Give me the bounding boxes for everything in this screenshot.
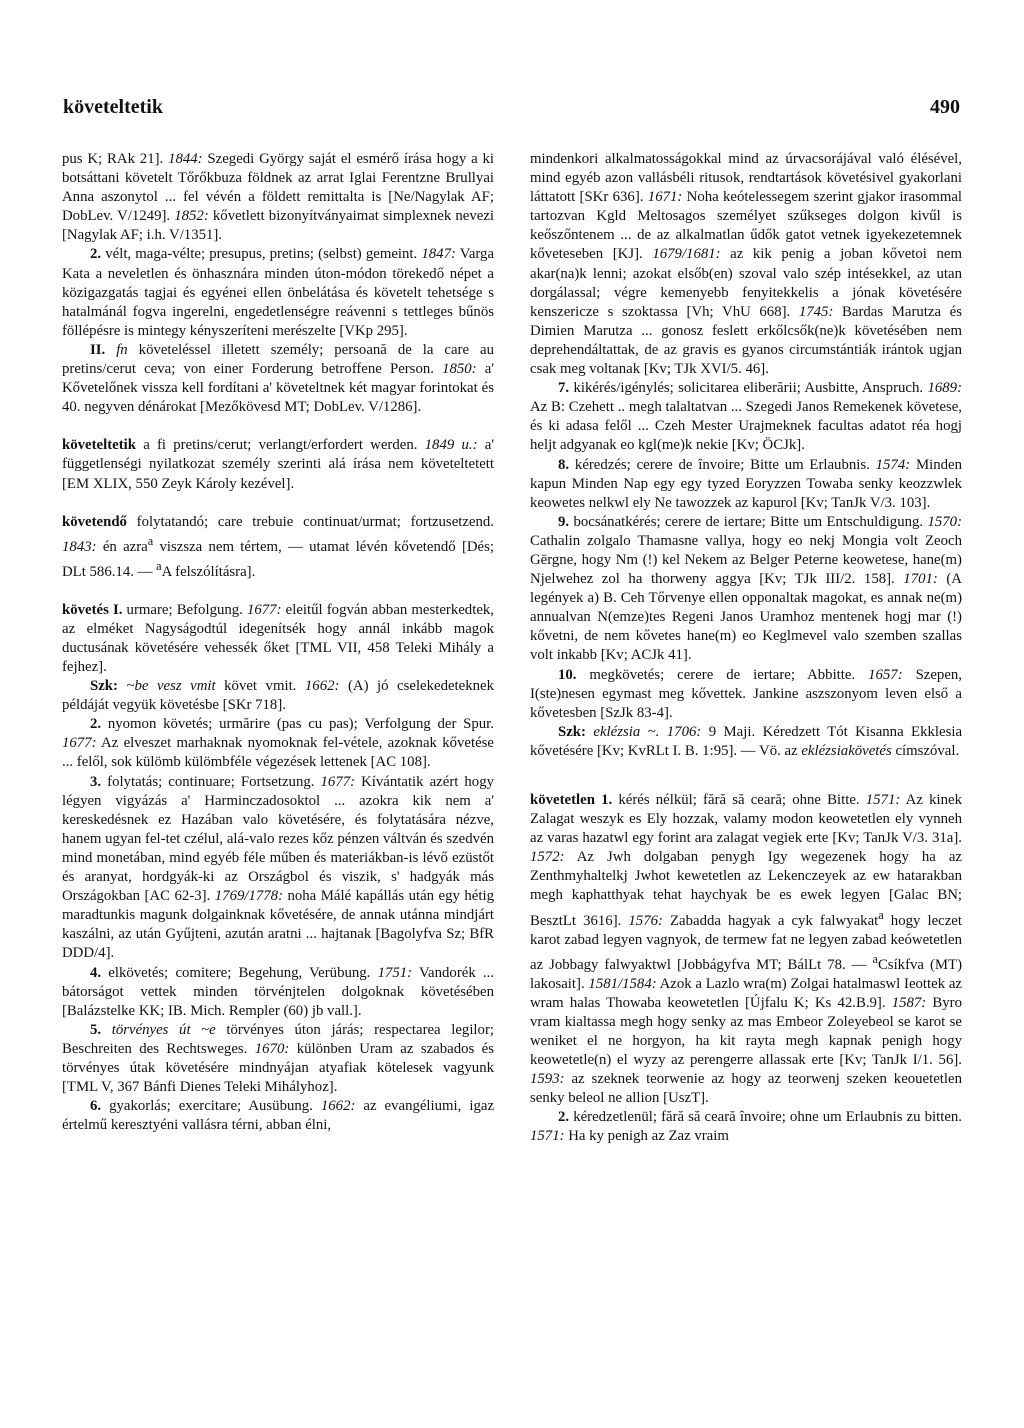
- entry-paragraph: II. fn követeléssel illetett személy; persoană de la care au pretins/cerut ceva; von einer Forderung betroffene Person. 1850: a' Kővetelőnek vissza kell fordítani a' követeltnek két magyar forintokat és 40. negyven dénárokat [Mezőkövesd MT; DobLev. V/1286].: [62, 341, 495, 416]
- entry-paragraph: 2. vélt, maga-vélte; presupus, pretins; (selbst) gemeint. 1847: Varga Kata a neveletlen és önhasznára minden úton-módon törekedő népet a közigazgatás tagjai és egyénei ellen önbelátása és követelt tehetsége s hatalmánál fogva ingerelni, engedetlenségre reávenni s tettleges bűnös föllépésre is mintegy kényszeríteni merészelte [VKp 295].: [62, 246, 495, 339]
- entry-paragraph: 3. folytatás; continuare; Fortsetzung. 1677: Kívántatik azért hogy légyen vigyázás a' Harminczadosoktol ... azokra kik nem a' kereskedésnek ez Hazában valo követésére, és folytatására nézve, hanem ugyan fel-tet czélul, alá-valo rezes kőz pénzen váltván és szedvén mind monetában, mind egyéb féle műben és materiákban-is lévő ezüstőt és aranyat, hordgyák-ki az Országbol és viszik, s' hadgyák más Országokban [AC 62-3]. 1769/1778: noha Málé kapállás után egy hétig maradtunkis magunk dolgainknak kővetésére, de annak utánna mindjárt kaszálni, az után Gyűjteni, azután aratni ... hajtanak [Bagolyfva Sz; BfR DDD/4].: [62, 773, 494, 962]
- entry-paragraph: 9. bocsánatkérés; cerere de iertare; Bitte um Entschuldigung. 1570: Cathalin zolgalo Thamasne vallya, hogy eo nekj Mongia volt Zeoch Gērgne, hogy Nm (!) kel Nekem az Belger Peterne keowetese, hane(m) Njelwehez zol ha thorweny aggya [Kv; TJk III/2. 158]. 1701: (A legények a) B. Ceh Tőrvenye ellen opponaltak magokat, es annak ne(m) annualvan N(emze)tes Regeni Janos Uramhoz mentenek hogj mar (!) kővetni, de nem kővetes hane(m) eo Keglmevel valo szemben szallas volt inkabb [Kv; ACJk 41].: [530, 513, 962, 664]
- entry-paragraph: követés I. urmare; Befolgung. 1677: eleitűl fogván abban mesterkedtek, az elméket Nagyságodtúl idegenítsék hogy annál inkább magok ductusának követésére vehessék őket [TML VII, 458 Teleki Mihály a fejhez].: [62, 601, 494, 675]
- entry-paragraph: mindenkori alkalmatosságokkal mind az úrvacsorájával való élésével, mind egyéb azon vallásbéli ritusok, rendtartások követésivel gyakorlani láttatott [SKr 636]. 1671: Noha keótelessegem szerint gjakor irasommal tartozvan Kgld Meltosagos személyet szűkseges dolgon kivűl is keőszőntenem ... de az alkalmatlan űdők gatot vetnek igyekezetemnek kőveteseben [KJ]. 1679/1681: az kik penig a joban kővetoi nem akar(na)k lenni; azokat elsőb(en) szoval valo szép intésekkel, az utan dorgálassal; végre kemenyebb fenyitekkelis a jónak követésére kenszericze s szoktassa [Vh; VhU 668]. 1745: Bardas Marutza és Dimien Marutza ... gonosz feslett erkőlcsők(ne)k követésében nem deprehendáltattak, de az gravis es gyanos circumstántiák irántok ugjan csak meg voltanak [Kv; TJk XVI/5. 46].: [530, 151, 963, 378]
- running-headword: követeltetik: [63, 96, 163, 118]
- entry-paragraph: követendő folytatandó; care trebuie continuat/urmat; fortzusetzend. 1843: én azra$^a$ viszsza nem tértem, — utamat lévén kővetendő [Dés; DLt 586.14. — $^a$A felszólításra].: [62, 513, 494, 580]
- page-number: 490: [930, 96, 960, 118]
- entry-paragraph: 2. kéredzetlenül; fără să ceară învoire; ohne um Erlaubnis zu bitten. 1571: Ha ky penigh az Zaz vraim: [530, 1109, 962, 1145]
- entry-paragraph: követetlen 1. kérés nélkül; fără să ceară; ohne Bitte. 1571: Az kinek Zalagat weszyk es Ely hozzak, valamy modon keowetetlen ely vynneh az varas hazatwl egy forint ara zalagat vegiek erte [Kv; TanJk V/3. 31a]. 1572: Az Jwh dolgaban penygh Igy wegezenek hogy ha az Zenthmyhaltelkj Jwhot kewetetlen az Lekenczeyek az ew hatarakban megh kaphatthyak tehat haychyak be es ewek legyen [Galac BN; BesztLt 3616]. 1576: Zabadda hagyak a cyk falwyakat$^a$ hogy leczet karot zabad legyen vagnyok, de termew fat ne legyen zabad keówetetlen az Jobbagy falwyaktwl [Jobbágyfva MT; BálLt 78. — $^a$Csíkfva (MT) lakosait]. 1581/1584: Azok a Lazlo wra(m) Zolgai hatalmaswl Ieottek az wram halas Thowaba keowetetlen [Újfalu K; Ks 42.B.9]. 1587: Byro vram kialtassa megh hogy senky az mas Embeor Zoleyebeol se karot se weniket el ne horgyon, ha kit rayta megh kapnak penigh hogy keowetetle(n) el wyzy az perengerre allassak erte [Kv; TanJk I/1. 56]. 1593: az szeknek teorwenie az hogy az teorwenj szeken keouetetlen senky beleol ne allion [UszT].: [530, 792, 962, 1107]
- entry-paragraph: 2. nyomon követés; urmărire (pas cu pas); Verfolgung der Spur. 1677: Az elveszet marhaknak nyomoknak fel-vétele, azoknak kővetése ... felől, sok külömb külömbféle végezések lettenek [AC 108].: [62, 716, 494, 771]
- right-text-column: [530, 150, 962, 1147]
- entry-paragraph: 6. gyakorlás; exercitare; Ausübung. 1662: az evangéliumi, igaz értelmű keresztyéni vallásra térni, abban élni,: [62, 1098, 495, 1134]
- left-text-column: [62, 150, 494, 1135]
- entry-paragraph: 8. kéredzés; cerere de învoire; Bitte um Erlaubnis. 1574: Minden kapun Minden Nap egy egy tyzed Eoryzzen Towaba senky keozzwlek keowetes nelkwl ely Ne tawozzek az kapurol [Kv; TanJk V/3. 103].: [530, 456, 962, 511]
- entry-paragraph: pus K; RAk 21]. 1844: Szegedi György saját el esmérő írása hogy a ki botsáttani követelt Tőrőkbuza földnek az arrat Iglai Ferentzne Brullyai Anna aszonytol ... fel vévén a földett remittalta is [Ne/Nagylak AF; DobLev. V/1249]. 1852: kővetlett bizonyítványaimat simplexnek nevezi [Nagylak AF; i.h. V/1351].: [62, 151, 494, 244]
- entry-paragraph: 4. elkövetés; comitere; Begehung, Verübung. 1751: Vandorék ... bátorságot vettek minden törvénjtelen dolgoknak követésében [Balázstelke KK; IB. Mich. Rempler (60) jb vall.].: [62, 964, 494, 1019]
- entry-paragraph: Szk: eklézsia ~. 1706: 9 Maji. Kéredzett Tót Kisanna Ekklesia kővetésére [Kv; KvRLt I. B. 1:95]. — Vö. az eklézsiakövetés címszóval.: [530, 723, 963, 759]
- entry-paragraph: 10. megkövetés; cerere de iertare; Abbitte. 1657: Szepen, I(ste)nesen egymast meg kővettek. Jankine aszszonyom leven első a kővetesben [SzJk 83-4].: [530, 666, 962, 721]
- entry-paragraph: 5. törvényes út ~e törvényes úton járás; respectarea legilor; Beschreiten des Rechtsweges. 1670: különben Uram az szabados és törvényes útak követésére mindnyájan atyafiak kötelesek vagyunk [TML V, 367 Bánfi Dienes Teleki Mihályhoz].: [62, 1021, 494, 1096]
- entry-paragraph: Szk: ~be vesz vmit követ vmit. 1662: (A) jó cselekedeteknek példáját vegyük követésbe [SKr 718].: [62, 678, 494, 714]
- entry-paragraph: 7. kikérés/igénylés; solicitarea eliberării; Ausbitte, Anspruch. 1689: Az B: Czehett .. megh talaltatvan ... Szegedi Janos Remekenek követese, és ki adasa felől ... Czeh Mester Urajmeknek facultas adatot réa hogj heljt adgyanak eo kgl(me)k nekie [Kv; ÖCJk].: [530, 380, 962, 454]
- entry-paragraph: követeltetik a fi pretins/cerut; verlangt/erfordert werden. 1849 u.: a' függetlenségi nyilatkozat személy szerinti alá írása nem követeltetett [EM XLIX, 550 Zeyk Károly kezével].: [62, 437, 494, 492]
